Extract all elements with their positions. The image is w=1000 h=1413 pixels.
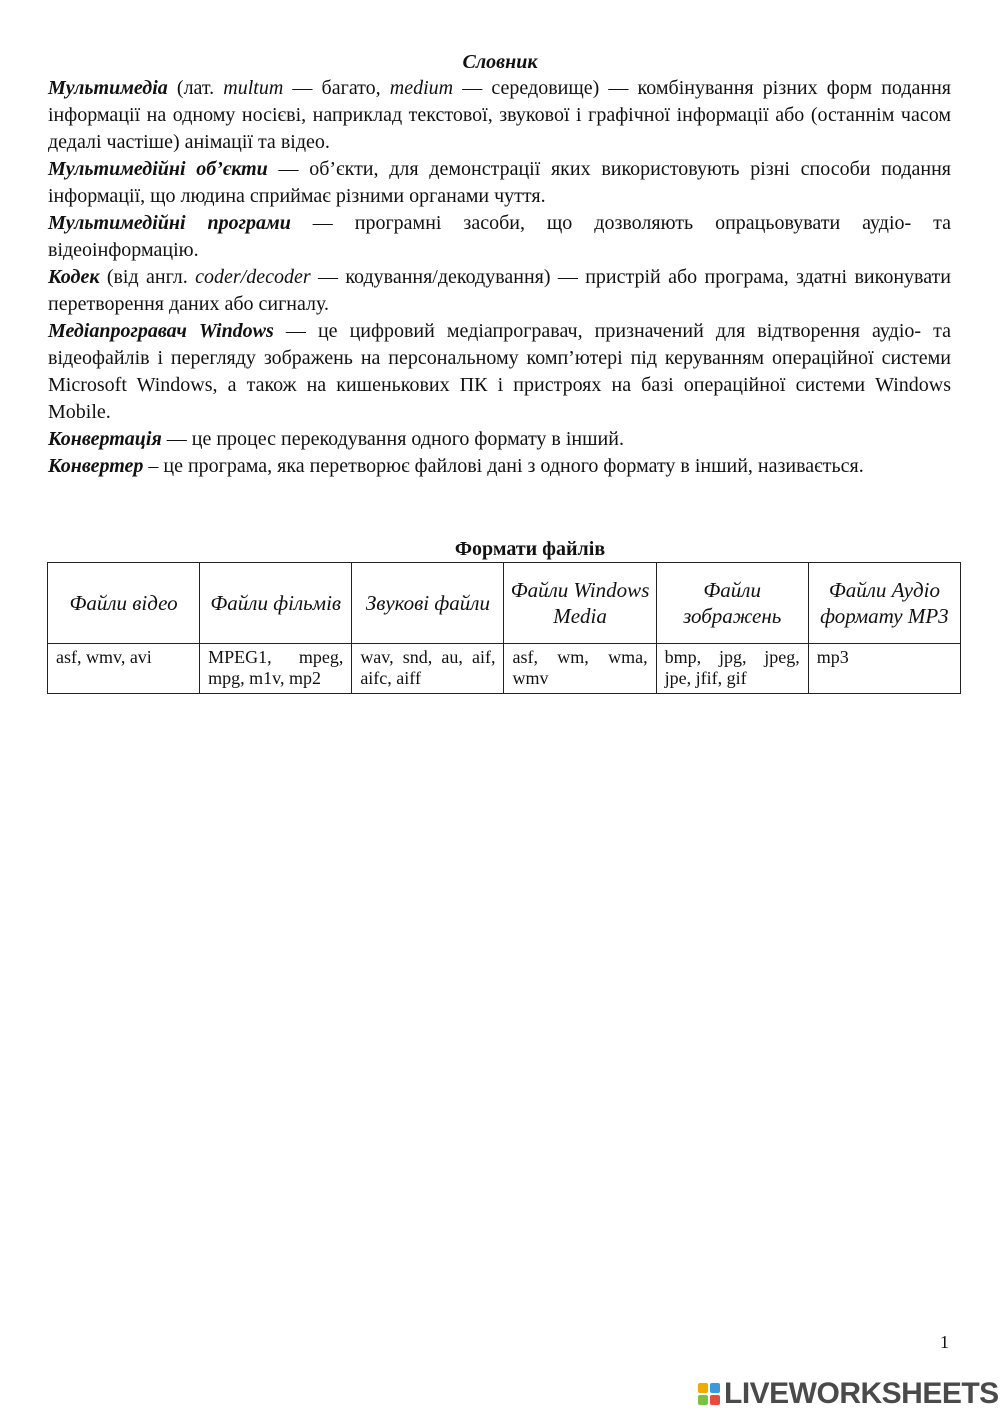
glossary-entry-converter xyxy=(48,453,951,480)
entry-text-english: coder/decoder xyxy=(195,266,311,288)
cell-video-formats: asf, wmv, avi xyxy=(48,644,200,694)
glossary-entry-multimedia-objects xyxy=(48,156,951,210)
table-row xyxy=(48,644,961,694)
entry-term: Мультимедійні програми xyxy=(48,212,291,234)
column-header-images: Файли зображень xyxy=(656,563,808,644)
column-header-video: Файли відео xyxy=(48,563,200,644)
entry-text-latin: medium xyxy=(389,77,454,99)
cell-audio-formats: wav, snd, au, aif, aifc, aiff xyxy=(352,644,504,694)
entry-term: Конвертація xyxy=(48,428,162,450)
entry-term: Мультимедійні об’єкти xyxy=(48,158,268,180)
table-header-row xyxy=(48,563,961,644)
logo-square xyxy=(710,1383,720,1393)
entry-text: — програмні засоби, що дозволяють опрацьовувати аудіо- та відеоінформацію. xyxy=(48,212,951,261)
entry-text: — об’єкти, для демонстрації яких використовують різні способи подання інформації, що людина сприймає різними органами чуття. xyxy=(48,158,952,207)
entry-term: Кодек xyxy=(48,266,100,288)
page-number: 1 xyxy=(940,1332,949,1352)
entry-text: — це процес перекодування одного формату в інший. xyxy=(161,428,624,450)
entry-text-latin: multum xyxy=(223,77,284,99)
cell-movie-formats: MPEG1, mpeg, mpg, m1v, mp2 xyxy=(200,644,352,694)
cell-windows-media-formats: asf, wm, wma, wmv xyxy=(504,644,656,694)
entry-text: (від англ. xyxy=(99,266,196,288)
column-header-movies: Файли фільмів xyxy=(200,563,352,644)
glossary-entry-multimedia-programs xyxy=(48,210,951,264)
logo-square xyxy=(710,1395,720,1405)
formats-table-title: Формати файлів xyxy=(454,538,606,560)
column-header-audio: Звукові файли xyxy=(352,563,504,644)
entry-text: (лат. xyxy=(167,77,224,99)
entry-text: — багато, xyxy=(283,77,390,99)
glossary-entry-media-player xyxy=(48,318,951,426)
glossary-entry-multimedia xyxy=(48,75,951,156)
column-header-mp3: Файли Аудіо формату MP3 xyxy=(808,563,960,644)
file-formats-table xyxy=(47,562,961,694)
glossary-title: Словник xyxy=(462,51,538,73)
entry-text: — середовище) — комбінування різних форм подання інформації на одному носієві, наприклад текстової, звукової і графічної інформації або (останнім часом дедалі частіше) анімації та відео. xyxy=(48,77,951,153)
glossary-entries xyxy=(48,75,951,480)
liveworksheets-watermark xyxy=(698,1378,999,1410)
entry-text: — кодування/декодування) — пристрій або програма, здатні виконувати перетворення даних або сигналу. xyxy=(48,266,951,315)
entry-text: — це цифровий медіапрогравач, призначений для відтворення аудіо- та відеофайлів і перегляду зображень на персональному комп’ютері під керуванням операційної системи Microsoft Windows, а також на кишенькових ПК і пристроях на базі операційної системи Windows Mobile. xyxy=(48,320,951,423)
entry-text: – це програма, яка перетворює файлові дані з одного формату в інший, називається. xyxy=(143,455,864,477)
liveworksheets-logo-icon xyxy=(698,1383,720,1405)
logo-square xyxy=(698,1383,708,1393)
glossary-entry-conversion xyxy=(48,426,951,453)
logo-square xyxy=(698,1395,708,1405)
entry-term: Мультимедіа xyxy=(48,77,168,99)
column-header-windows-media: Файли Windows Media xyxy=(504,563,656,644)
cell-image-formats: bmp, jpg, jpeg, jpe, jfif, gif xyxy=(656,644,808,694)
entry-term: Конвертер xyxy=(48,455,144,477)
cell-mp3-formats: mp3 xyxy=(808,644,960,694)
watermark-text: LIVEWORKSHEETS xyxy=(724,1377,999,1410)
entry-term: Медіапрогравач Windows xyxy=(48,320,274,342)
glossary-entry-codec xyxy=(48,264,951,318)
